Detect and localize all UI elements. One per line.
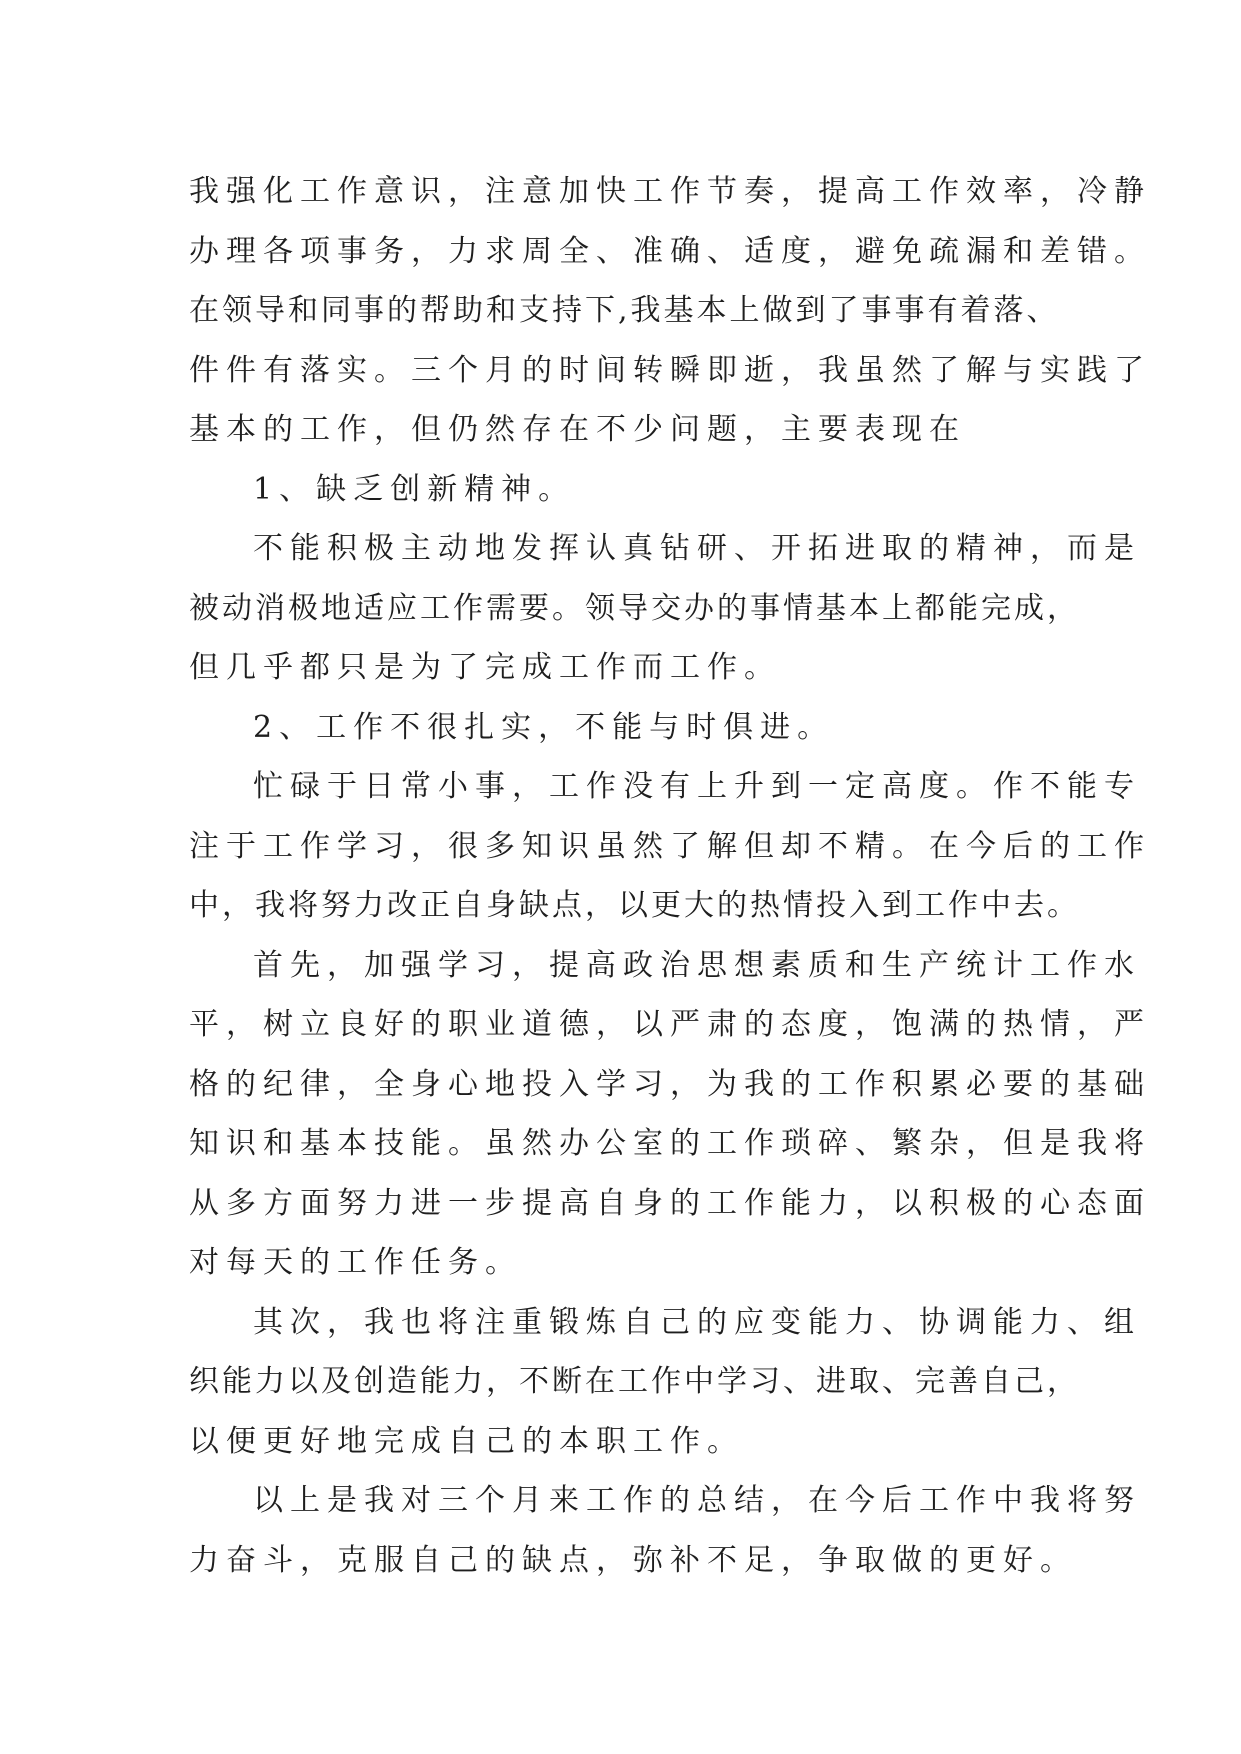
text-line: 中，我将努力改正自身缺点，以更大的热情投入到工作中去。 [189,888,1080,923]
text-line: 办理各项事务，力求周全、准确、适度，避免疏漏和差错。 [189,233,1151,269]
text-line: 其次，我也将注重锻炼自己的应变能力、协调能力、组 [253,1304,1141,1340]
text-line: 我强化工作意识，注意加快工作节奏，提高工作效率，冷静 [189,174,1151,209]
text-line: 以便更好地完成自己的本职工作。 [189,1423,744,1459]
text-line: 从多方面努力进一步提高自身的工作能力，以积极的心态面 [189,1185,1151,1221]
document-body [189,162,1151,1590]
section-heading: 1、缺乏创新精神。 [253,471,576,507]
text-line: 基本的工作，但仍然存在不少问题，主要表现在 [189,412,966,447]
text-line: 在领导和同事的帮助和支持下,我基本上做到了事事有着落、 [189,293,1060,328]
text-line: 件件有落实。三个月的时间转瞬即逝，我虽然了解与实践了 [189,352,1151,388]
text-line: 被动消极地适应工作需要。领导交办的事情基本上都能完成， [189,590,1080,626]
text-line: 平，树立良好的职业道德，以严肃的态度，饱满的热情，严 [189,1007,1151,1042]
text-line: 不能积极主动地发挥认真钻研、开拓进取的精神，而是 [253,531,1141,566]
text-line: 知识和基本技能。虽然办公室的工作琐碎、繁杂，但是我将 [189,1126,1151,1161]
text-line: 织能力以及创造能力，不断在工作中学习、进取、完善自己， [189,1364,1080,1399]
text-line: 对每天的工作任务。 [189,1245,522,1280]
text-line: 但几乎都只是为了完成工作而工作。 [189,650,781,685]
text-line: 格的纪律，全身心地投入学习，为我的工作积累必要的基础 [189,1066,1151,1102]
text-line: 注于工作学习，很多知识虽然了解但却不精。在今后的工作 [189,828,1151,864]
section-heading: 2、工作不很扎实，不能与时俱进。 [253,709,835,745]
text-line: 首先，加强学习，提高政治思想素质和生产统计工作水 [253,947,1141,983]
text-line: 忙碌于日常小事，工作没有上升到一定高度。作不能专 [253,769,1141,804]
text-line: 以上是我对三个月来工作的总结，在今后工作中我将努 [253,1483,1141,1518]
text-line: 力奋斗，克服自己的缺点，弥补不足，争取做的更好。 [189,1542,1077,1578]
